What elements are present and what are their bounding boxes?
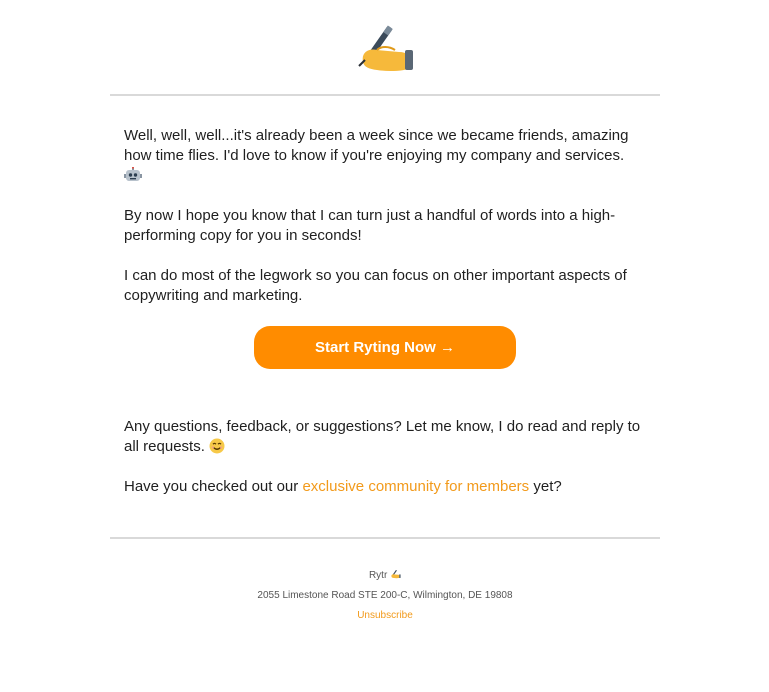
robot-icon: [124, 167, 142, 183]
brand-name: Rytr: [368, 570, 388, 581]
questions-paragraph: [124, 417, 646, 457]
email-footer: [110, 539, 660, 626]
email-body: [110, 96, 660, 497]
cta-wrapper: [124, 326, 646, 369]
smile-icon: [209, 438, 225, 454]
capability-paragraph: By now I hope you know that I can turn just a handful of words into a high-performing copy for you in seconds!: [124, 207, 616, 244]
community-suffix: yet?: [529, 478, 562, 495]
footer-address: 2055 Limestone Road STE 200-C, Wilmington, DE 19808: [257, 590, 513, 601]
community-link[interactable]: exclusive community for members: [302, 478, 530, 495]
intro-paragraph: [124, 126, 646, 186]
writing-hand-icon: [355, 22, 415, 74]
footer-brand: [110, 566, 660, 586]
email-header: [110, 0, 660, 96]
intro-text: Well, well, well...it's already been a week since we became friends, amazing how time flies. I'd love to know if you're enjoying my company and services.: [124, 127, 629, 164]
unsubscribe-link[interactable]: Unsubscribe: [357, 610, 413, 621]
community-paragraph: [124, 477, 646, 497]
writing-hand-icon: [390, 569, 401, 579]
questions-text: Any questions, feedback, or suggestions? Let me know, I do read and reply to all requests.: [124, 418, 641, 455]
start-ryting-button[interactable]: Start Ryting Now →: [254, 326, 516, 369]
community-prefix: Have you checked out our: [124, 478, 303, 495]
legwork-paragraph: I can do most of the legwork so you can focus on other important aspects of copywriting and marketing.: [124, 267, 627, 304]
email-container: [110, 0, 660, 626]
